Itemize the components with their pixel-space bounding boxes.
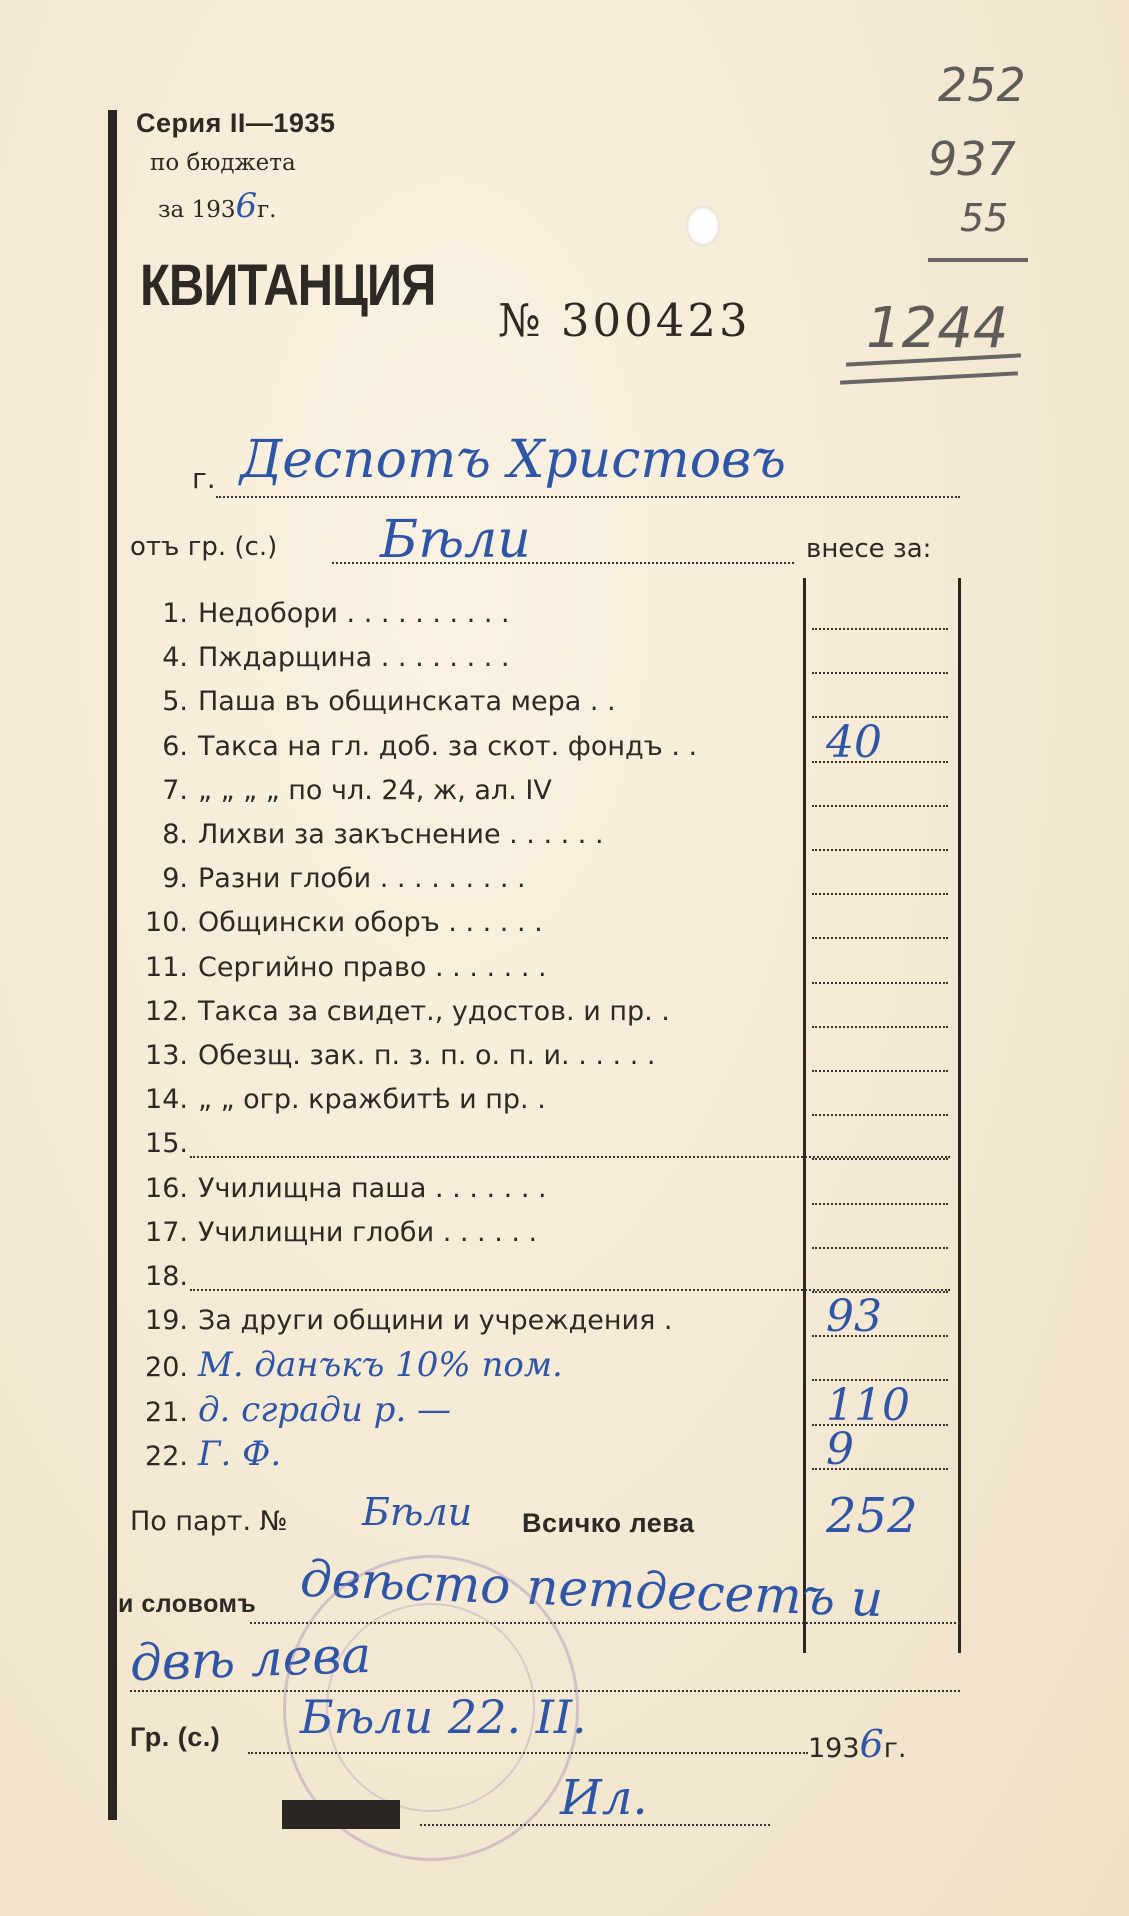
amount-cell-line [812,1070,948,1072]
item-number: 12. [145,996,188,1027]
item-label: „ „ „ „ по чл. 24, ж, ал. IV [198,775,552,806]
item-number: 16. [145,1173,188,1204]
item-row [130,1082,780,1118]
item-number: 13. [145,1040,188,1071]
item-label: За други общини и учреждения . [198,1305,673,1336]
amount-cell-line [812,805,948,807]
pencil-total: 1244 [866,296,1009,361]
place-year-digit: 6 [859,1722,884,1766]
item-number: 6. [162,731,188,762]
place-year-prefix: 193 [808,1733,860,1764]
place-year [808,1722,907,1766]
budget-year-suffix: г. [257,197,277,223]
number-sign: № [498,294,544,347]
from-value: Бѣли [380,510,531,570]
cashier-signature: Ил. [560,1770,648,1826]
item-number: 4. [162,642,188,673]
item-label: Училищна паша . . . . . . . [198,1173,547,1204]
item-row [130,1347,780,1383]
amount-cell-line [812,893,948,895]
item-number: 17. [145,1217,188,1248]
amount-cell-line [812,1247,948,1249]
item-row [130,994,780,1030]
amount-cell-line [812,1026,948,1028]
pencil-note-3: 55 [960,196,1009,240]
item-label: „ „ огр. кражбитѣ и пр. . [198,1084,546,1115]
item-number: 21. [145,1397,188,1428]
item-label: д. сгради р. — [198,1390,452,1430]
budget-year-digit: 6 [235,186,258,226]
item-row [130,905,780,941]
item-label: Общински оборъ . . . . . . [198,907,543,938]
item-row [130,684,780,720]
amount-cell-line [812,849,948,851]
item-number: 14. [145,1084,188,1115]
paid-for-label: внесе за: [806,534,932,564]
item-row [130,817,780,853]
item-row [130,1215,780,1251]
punch-hole [686,206,720,246]
item-number: 1. [162,598,188,629]
item-row [130,773,780,809]
place-line [248,1752,808,1754]
item-row [130,596,780,632]
item-label: Г. Ф. [198,1434,282,1474]
item-number: 18. [145,1261,188,1292]
payer-prefix: г. [192,462,216,495]
total-label: Всичко лева [522,1508,695,1538]
item-amount: 9 [826,1424,854,1475]
item-label: Лихви за закъснение . . . . . . [198,819,604,850]
amount-cell-line [812,1203,948,1205]
document-title: КВИТАНЦИЯ [140,253,436,319]
item-number: 15. [145,1128,188,1159]
budget-label: по бюджета [150,150,296,176]
amount-cell-line [812,672,948,674]
amount-cell-line [812,937,948,939]
item-row [130,1392,780,1428]
item-label: Паша въ общинската мера . . [198,686,616,717]
item-label: Училищни глоби . . . . . . [198,1217,538,1248]
payer-name: Деспотъ Христовъ [240,430,786,490]
budget-year-prefix: за 193 [158,197,236,223]
item-row [130,729,780,765]
item-row [130,1303,780,1339]
item-label: Сергийно право . . . . . . . [198,952,547,983]
item-number: 8. [162,819,188,850]
pencil-note-2: 937 [928,132,1016,186]
item-number: 19. [145,1305,188,1336]
item-number: 5. [162,686,188,717]
words-text-2: двѣ лева [129,1625,373,1693]
item-row [130,640,780,676]
item-amount: 93 [826,1291,882,1342]
item-label: Такса на гл. доб. за скот. фондъ . . [198,731,698,762]
item-number: 20. [145,1352,188,1383]
item-row [130,861,780,897]
amount-cell-line [812,628,948,630]
pencil-note-1: 252 [938,58,1026,112]
receipt-number [498,294,751,347]
item-amount: 40 [826,717,882,768]
place-year-suffix: г. [883,1733,907,1764]
item-number: 11. [145,952,188,983]
amount-cell-line [812,1114,948,1116]
cashier-label: Касиеръ [282,1800,400,1829]
place-value: Бѣли 22. II. [300,1690,587,1744]
item-label: М. данъкъ 10% пом. [198,1345,563,1385]
budget-year [158,186,276,226]
item-row [130,1171,780,1207]
amount-cell-line [812,1158,948,1160]
total-value: 252 [826,1488,918,1544]
item-label: Такса за свидет., удостов. и пр. . [198,996,670,1027]
left-border-bar [108,110,117,1820]
item-label: Разни глоби . . . . . . . . . [198,863,526,894]
item-row [130,1038,780,1074]
item-label: Обезщ. зак. п. з. п. о. п. и. . . . . . [198,1040,656,1071]
words-text-1: двѣсто петдесетъ и [299,1549,885,1629]
pencil-sum-line [928,258,1028,262]
item-number: 22. [145,1441,188,1472]
part-label: По парт. № [130,1506,288,1537]
amount-cell-line [812,982,948,984]
item-number: 9. [162,863,188,894]
words-label: и словомъ [118,1590,257,1618]
item-label: Пждарщина . . . . . . . . [198,642,510,673]
part-value: Бѣли [362,1490,473,1534]
item-row [130,950,780,986]
item-label: Недобори . . . . . . . . . . [198,598,510,629]
item-amount: 110 [826,1380,910,1431]
from-label: отъ гр. (с.) [130,532,278,562]
item-row [130,1436,780,1472]
item-number: 7. [162,775,188,806]
payer-line [216,496,960,498]
place-label: Гр. (с.) [130,1722,221,1752]
series-label: Серия II—1935 [136,108,336,138]
number-value: 300423 [560,294,751,347]
item-number: 10. [145,907,188,938]
